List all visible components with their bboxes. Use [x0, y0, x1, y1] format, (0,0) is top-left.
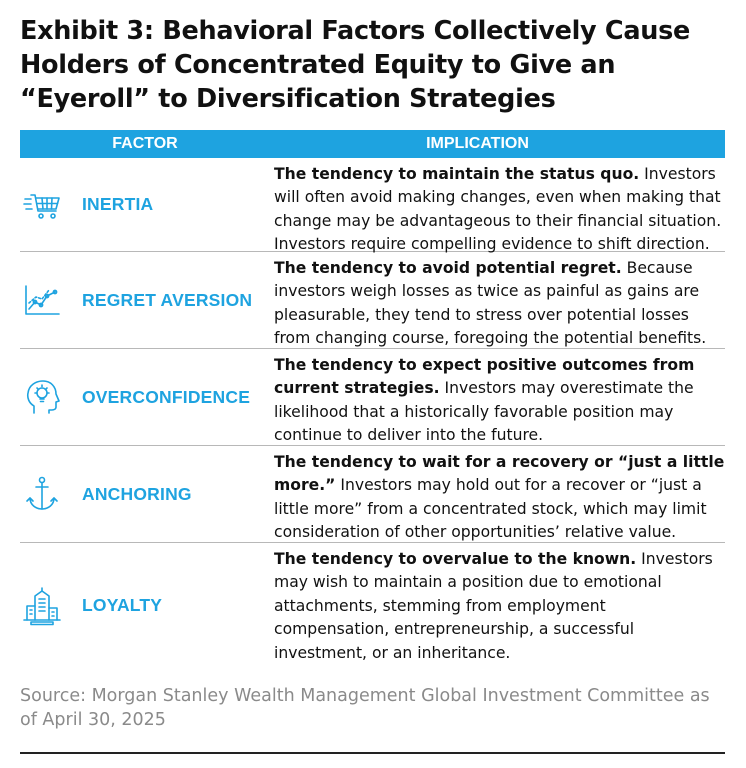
exhibit-title: Exhibit 3: Behavioral Factors Collectively Cause Holders of Concentrated Equity to Give an “Eyeroll” to Diversification Strategies: [20, 16, 690, 114]
header-implication: IMPLICATION: [426, 135, 529, 152]
head-lightbulb-icon: [22, 377, 62, 417]
bottom-divider: [20, 752, 725, 754]
implication-body: Investors may overestimate the likelihood that a historically favorable position may continue to deliver into the future.: [274, 379, 694, 445]
anchor-icon: [22, 474, 62, 514]
factor-name: LOYALTY: [82, 595, 163, 615]
implication-lead: The tendency to maintain the status quo.: [274, 165, 640, 183]
implication-body: Because investors weigh losses as twice as painful as gains are pleasurable, they tend to stress over potential losses from changing course, foregoing the potential benefits.: [274, 259, 707, 348]
table-row: [20, 349, 725, 446]
table-row: [20, 252, 725, 349]
shopping-cart-icon: [22, 185, 62, 225]
factor-cell: [20, 349, 274, 445]
factor-name: REGRET AVERSION: [82, 289, 253, 310]
table-row: [20, 543, 725, 668]
factor-name: INERTIA: [82, 194, 154, 214]
table-row: [20, 446, 725, 543]
factors-table: [20, 130, 725, 668]
implication-cell: [274, 446, 725, 542]
implication-cell: [274, 349, 725, 445]
table-header: [20, 130, 725, 158]
implication-cell: [274, 543, 725, 668]
factor-cell: [20, 158, 274, 251]
implication-lead: The tendency to wait for a recovery or “just a little more.”: [274, 453, 725, 495]
implication-cell: [274, 158, 725, 254]
table-row: [20, 158, 725, 252]
implication-lead: The tendency to expect positive outcomes from current strategies.: [274, 356, 695, 398]
implication-body: Investors may hold out for a recover or “just a little more” from a concentrated stock, which may limit consideration of other opportunities’ relative value.: [274, 476, 707, 542]
building-icon: [22, 586, 62, 626]
factor-cell: [20, 543, 274, 668]
implication-cell: [274, 252, 725, 348]
factor-cell: [20, 446, 274, 542]
factor-cell: [20, 252, 274, 348]
source-note: Source: Morgan Stanley Wealth Management Global Investment Committee as of April 30, 2025: [20, 686, 710, 730]
implication-lead: The tendency to overvalue to the known.: [274, 550, 637, 568]
implication-lead: The tendency to avoid potential regret.: [274, 259, 622, 277]
implication-body: Investors will often avoid making changes, even when making that change may be advantageous to their financial situation. Investors require compelling evidence to shift direction.: [274, 165, 722, 254]
factor-name: OVERCONFIDENCE: [82, 386, 251, 407]
factor-name: ANCHORING: [82, 483, 192, 504]
implication-body: Investors may wish to maintain a position due to emotional attachments, stemming from employment compensation, entrepreneurship, a successful investment, or an inheritance.: [274, 550, 713, 662]
header-factor: FACTOR: [112, 135, 178, 152]
line-chart-icon: [22, 280, 62, 320]
